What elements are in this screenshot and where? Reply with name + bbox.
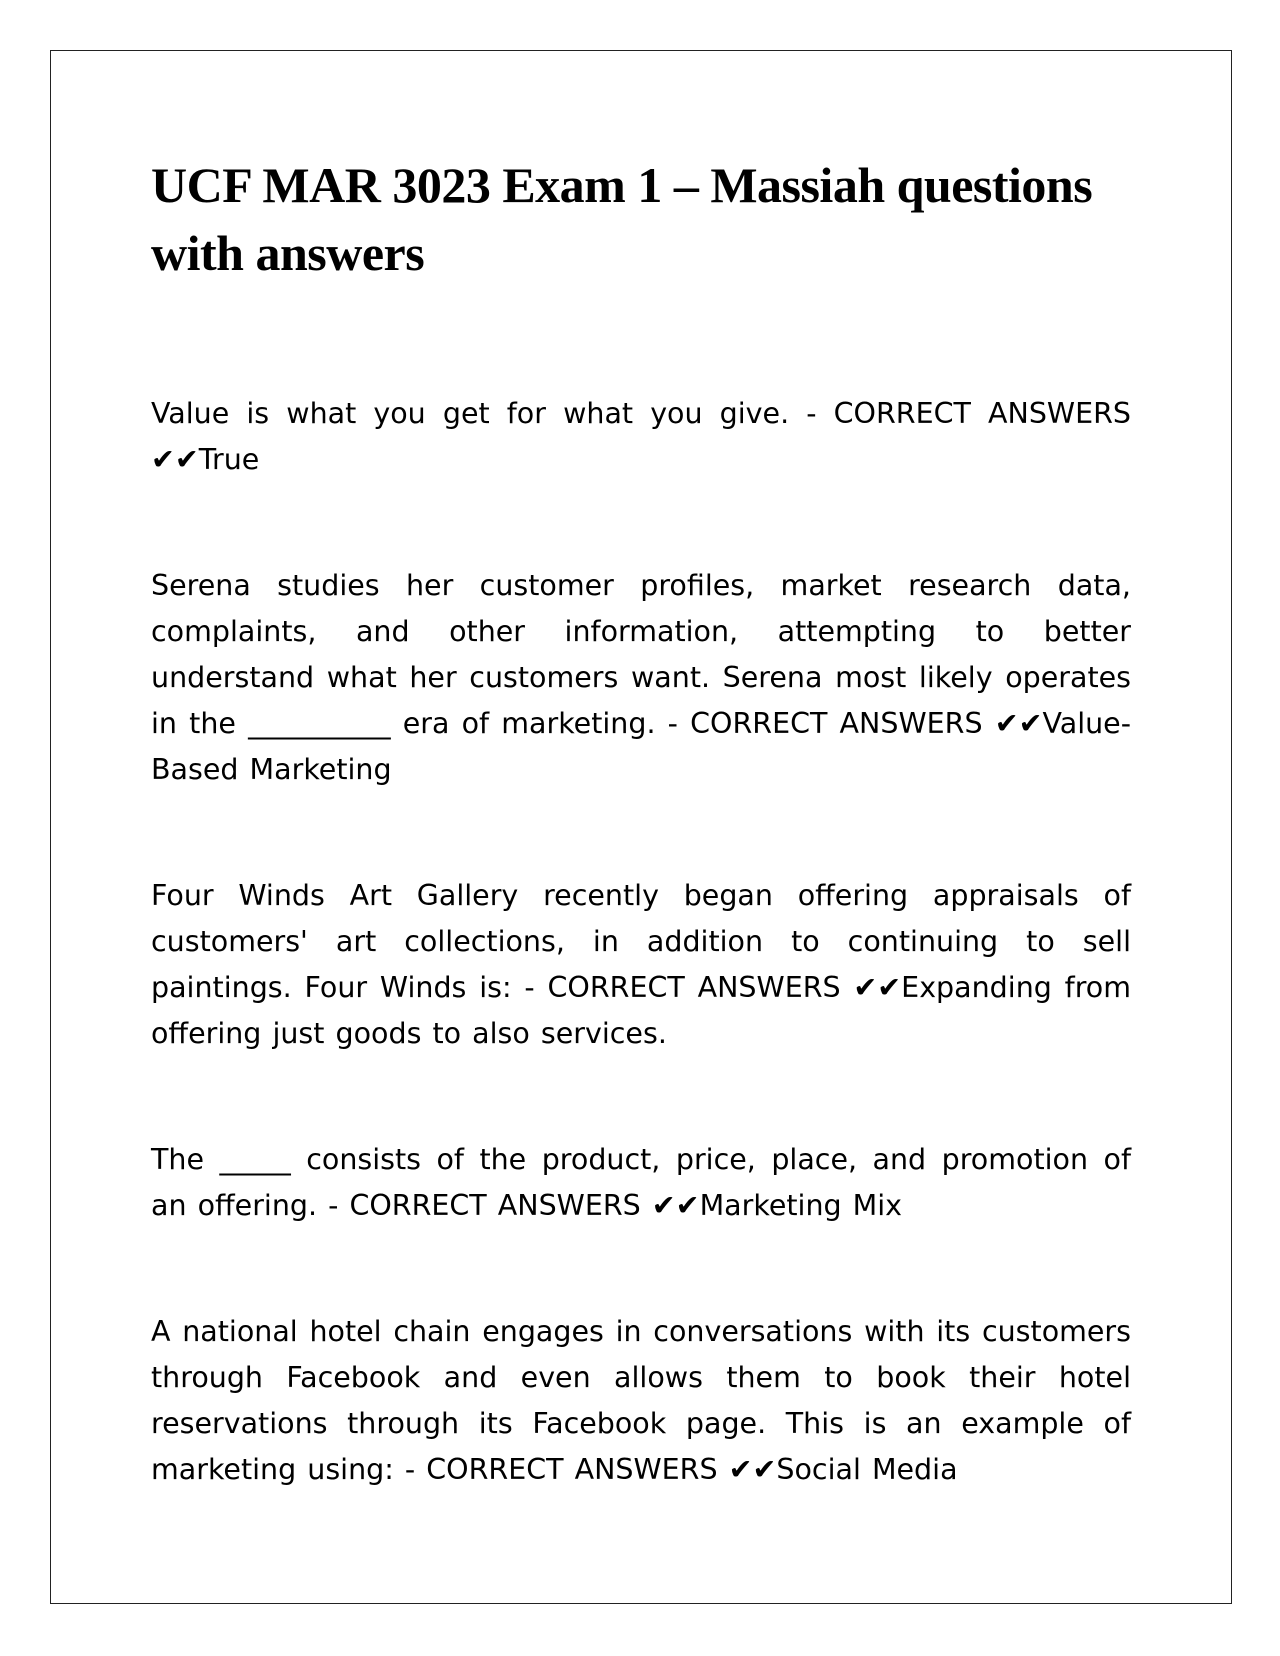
- document-content: [151, 151, 1131, 1573]
- question-answer-item: Value is what you get for what you give. - CORRECT ANSWERS ✔✔True: [151, 397, 1131, 476]
- document-title: UCF MAR 3023 Exam 1 – Massiah questions with answers: [151, 157, 1093, 281]
- question-answer-item: The _____ consists of the product, price, place, and promotion of an offering. - CORRECT ANSWERS ✔✔Marketing Mix: [151, 1143, 1131, 1222]
- question-answer-item: Four Winds Art Gallery recently began offering appraisals of customers' art collections, in addition to continuing to sell paintings. Four Winds is: - CORRECT ANSWERS ✔✔Expanding from offering just goods to also services.: [151, 879, 1131, 1050]
- document-page: [50, 50, 1232, 1604]
- question-answer-item: Serena studies her customer profiles, market research data, complaints, and other information, attempting to better understand what her customers want. Serena most likely operates in the __________ era of marketing. - CORRECT ANSWERS ✔✔Value-Based Marketing: [151, 569, 1131, 786]
- question-answer-item: A national hotel chain engages in conversations with its customers through Facebook and even allows them to book their hotel reservations through its Facebook page. This is an example of marketing using: - CORRECT ANSWERS ✔✔Social Media: [151, 1315, 1131, 1486]
